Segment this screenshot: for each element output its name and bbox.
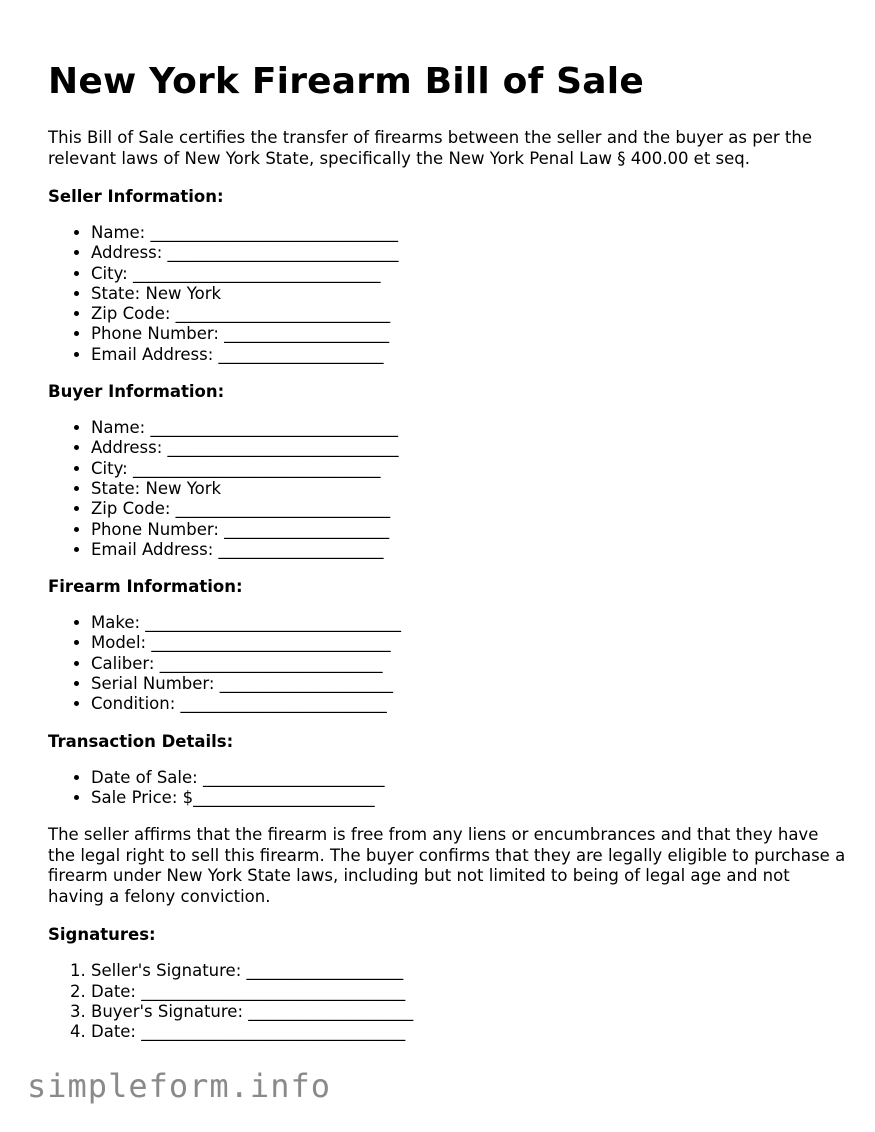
seller-list bbox=[48, 223, 848, 365]
firearm-caliber-field: • Caliber: ___________________________ bbox=[91, 654, 848, 674]
buyer-state-field: • State: New York bbox=[91, 479, 848, 499]
seller-address-field: • Address: ____________________________ bbox=[91, 243, 848, 263]
firearm-heading: Firearm Information: bbox=[48, 577, 243, 597]
signatures-heading: Signatures: bbox=[48, 925, 156, 945]
seller-phone-field: • Phone Number: ____________________ bbox=[91, 324, 848, 344]
seller-name-field: • Name: ______________________________ bbox=[91, 223, 848, 243]
seller-email-field: • Email Address: ____________________ bbox=[91, 345, 848, 365]
firearm-make-field: • Make: _______________________________ bbox=[91, 613, 848, 633]
firearm-condition-field: • Condition: _________________________ bbox=[91, 694, 848, 714]
sale-date-field: • Date of Sale: ______________________ bbox=[91, 768, 848, 788]
sale-price-field: • Sale Price: $______________________ bbox=[91, 788, 848, 808]
seller-zip-field: • Zip Code: __________________________ bbox=[91, 304, 848, 324]
transaction-list bbox=[48, 768, 848, 809]
watermark: simpleform.info bbox=[27, 1067, 331, 1105]
document bbox=[48, 58, 848, 1059]
intro-paragraph: This Bill of Sale certifies the transfer of firearms between the seller and the buyer as per the relevant laws of New York State, specifically the New York Penal Law § 400.00 et seq. bbox=[48, 128, 812, 168]
transaction-heading: Transaction Details: bbox=[48, 731, 234, 751]
seller-heading: Seller Information: bbox=[48, 187, 224, 206]
buyer-signature-date-field: 4. Date: ________________________________ bbox=[91, 1022, 848, 1042]
buyer-list bbox=[48, 418, 848, 560]
signatures-list bbox=[48, 961, 848, 1042]
page-title: New York Firearm Bill of Sale bbox=[48, 61, 644, 102]
buyer-city-field: • City: ______________________________ bbox=[91, 459, 848, 479]
seller-state-field: • State: New York bbox=[91, 284, 848, 304]
firearm-serial-field: • Serial Number: _____________________ bbox=[91, 674, 848, 694]
buyer-zip-field: • Zip Code: __________________________ bbox=[91, 499, 848, 519]
buyer-heading: Buyer Information: bbox=[48, 382, 225, 402]
buyer-email-field: • Email Address: ____________________ bbox=[91, 540, 848, 560]
affirmation-paragraph: The seller affirms that the firearm is free from any liens or encumbrances and that they have the legal right to sell this firearm. The buyer confirms that they are legally eligible to purchase a firearm under New York State laws, including but not limited to being of legal age and not having a felony conviction. bbox=[48, 825, 846, 906]
buyer-address-field: • Address: ____________________________ bbox=[91, 438, 848, 458]
buyer-name-field: • Name: ______________________________ bbox=[91, 418, 848, 438]
seller-signature-field: 1. Seller's Signature: ___________________ bbox=[91, 961, 848, 981]
seller-signature-date-field: 2. Date: ________________________________ bbox=[91, 982, 848, 1002]
firearm-list bbox=[48, 613, 848, 714]
buyer-signature-field: 3. Buyer's Signature: ____________________ bbox=[91, 1002, 848, 1022]
buyer-phone-field: • Phone Number: ____________________ bbox=[91, 520, 848, 540]
firearm-model-field: • Model: _____________________________ bbox=[91, 633, 848, 653]
seller-city-field: • City: ______________________________ bbox=[91, 264, 848, 284]
